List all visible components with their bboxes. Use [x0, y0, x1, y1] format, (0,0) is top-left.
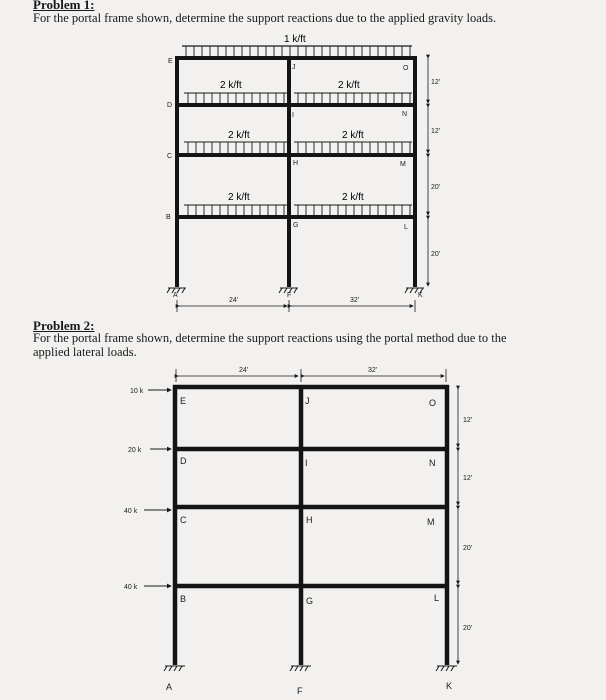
node-label: H — [293, 160, 299, 167]
node-label: G — [293, 222, 299, 229]
node-label: F — [287, 292, 292, 299]
span-label: 32' — [350, 297, 360, 304]
node-label: B — [180, 594, 187, 604]
problem1-frame-diagram — [0, 0, 606, 330]
span-label: 32' — [368, 367, 378, 374]
node-label: M — [400, 161, 406, 168]
node-label: O — [403, 65, 409, 72]
floor-load-label: 2 k/ft — [342, 192, 364, 203]
height-label: 20' — [431, 251, 441, 258]
floor-load-label: 2 k/ft — [342, 130, 364, 141]
floor-load-label: 2 k/ft — [228, 192, 250, 203]
node-label: K — [446, 681, 453, 691]
span-label: 24' — [239, 367, 249, 374]
problem2-frame-diagram — [0, 360, 606, 700]
height-label: 12' — [431, 128, 441, 135]
height-label: 20' — [463, 545, 473, 552]
node-label: F — [297, 686, 303, 696]
height-label: 20' — [463, 625, 473, 632]
node-label: C — [180, 515, 187, 525]
lateral-load-label: 40 k — [124, 584, 138, 591]
lateral-load-label: 20 k — [128, 447, 142, 454]
node-label: J — [305, 396, 310, 406]
height-label: 12' — [431, 79, 441, 86]
node-label: D — [167, 102, 173, 109]
node-label: L — [434, 593, 440, 603]
problem2-description-line2: applied lateral loads. — [33, 345, 137, 359]
node-label: L — [404, 224, 408, 231]
node-label: I — [305, 458, 308, 468]
node-label: B — [166, 214, 171, 221]
node-label: E — [168, 58, 173, 65]
problem2-description-line1: For the portal frame shown, determine the support reactions using the portal method due to the — [33, 331, 507, 345]
height-label: 12' — [463, 417, 473, 424]
floor-load-label: 2 k/ft — [338, 80, 360, 91]
node-label: D — [180, 456, 187, 466]
node-label: A — [173, 292, 178, 299]
node-label: K — [418, 292, 423, 299]
lateral-load-label: 10 k — [130, 388, 144, 395]
node-label: H — [306, 515, 313, 525]
node-label: I — [292, 112, 294, 119]
node-label: A — [166, 682, 173, 692]
node-label: G — [306, 596, 314, 606]
node-label: O — [429, 398, 437, 408]
floor-load-label: 2 k/ft — [220, 80, 242, 91]
node-label: N — [429, 458, 436, 468]
node-label: M — [427, 517, 435, 527]
node-label: N — [402, 111, 408, 118]
problem1-title: Problem 1: — [33, 0, 95, 12]
node-label: C — [167, 153, 173, 160]
roof-load-label: 1 k/ft — [284, 34, 306, 45]
floor-load-label: 2 k/ft — [228, 130, 250, 141]
problem2-title: Problem 2: — [33, 318, 95, 333]
node-label: E — [180, 396, 187, 406]
lateral-load-label: 40 k — [124, 508, 138, 515]
problem1-description: For the portal frame shown, determine the support reactions due to the applied gravity loads. — [33, 11, 497, 25]
height-label: 20' — [431, 184, 441, 191]
height-label: 12' — [463, 475, 473, 482]
span-label: 24' — [229, 297, 239, 304]
node-label: J — [292, 64, 296, 71]
